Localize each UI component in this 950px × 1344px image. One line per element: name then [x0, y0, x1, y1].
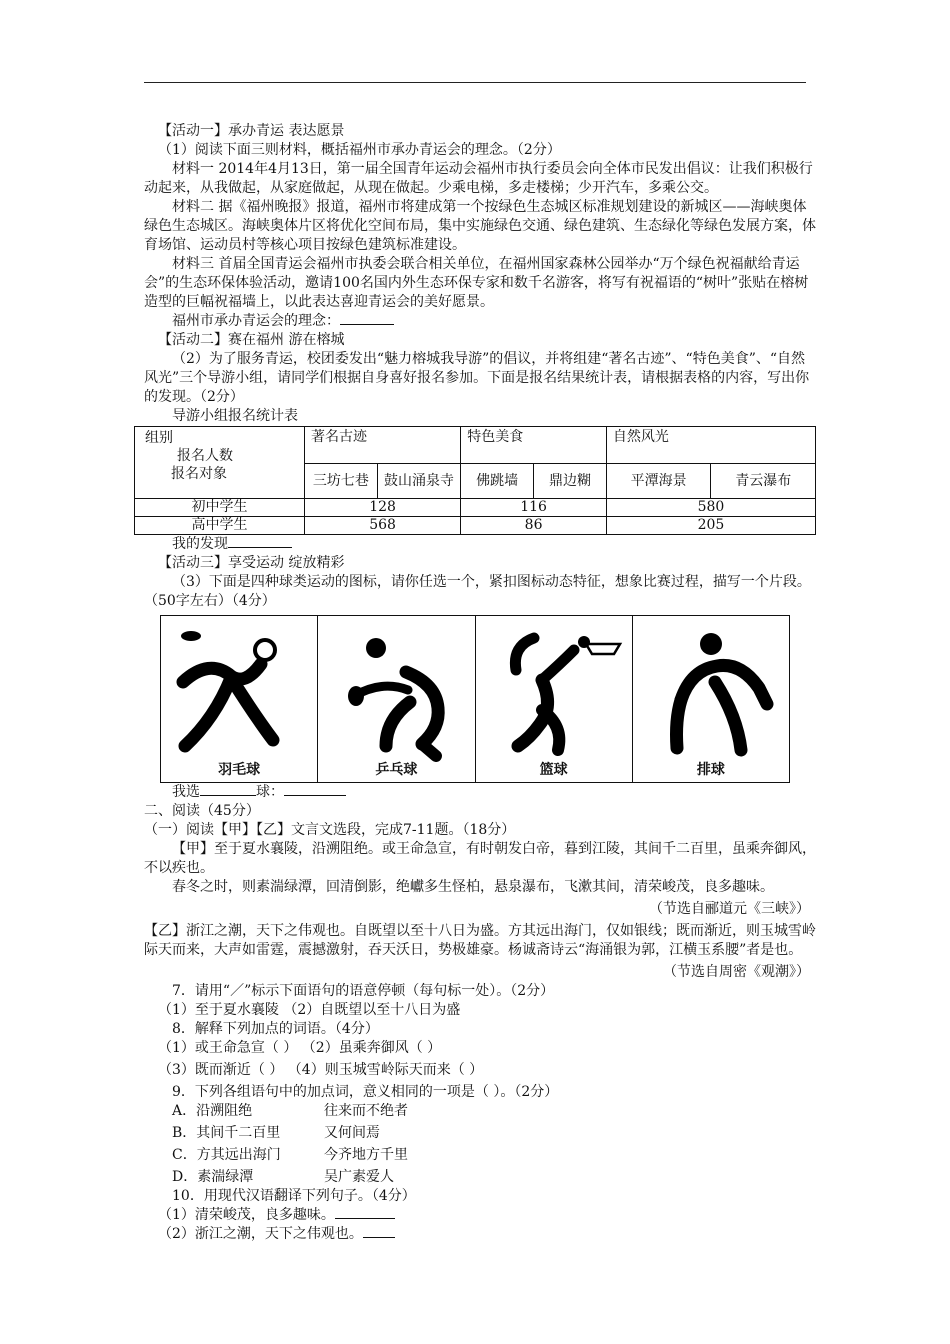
volleyball-cell [633, 616, 789, 782]
question-1: （1）阅读下面三则材料，概括福州市承办青运会的理念。（2分） [158, 142, 561, 158]
option-a-right: 往来而不绝者 [324, 1103, 408, 1119]
material-2: 材料二 据《福州晚报》报道，福州市将建成第一个按绿色生态城区标准规划建设的新城区——海峡奥体绿色生态城区。海峡奥体片区将优化空间布局，集中实施绿色交通、绿色建筑、生态绿化等绿色发展方案，体育场馆、运动员村等核心项目按绿色建筑标准建设。 [144, 199, 816, 253]
option-d-right: 吴广素爱人 [324, 1169, 394, 1185]
icon-label: 乒乓球 [375, 762, 418, 778]
pingpong-cell [318, 616, 475, 782]
part1-intro: （一）阅读【甲】【乙】文言文选段，完成7-11题。（18分） [144, 822, 516, 838]
answer-blank-10-2[interactable] [363, 1225, 395, 1238]
cell-value: 116 [461, 499, 607, 517]
corner-group-label: 组别 [145, 429, 173, 446]
option-b-right: 又何间焉 [324, 1125, 380, 1141]
material-1: 材料一 2014年4月13日，第一届全国青年运动会福州市执行委员会向全体市民发出倡议：让我们积极行动起来，从我做起，从家庭做起，从现在做起。少乘电梯，多走楼梯；少开汽车，多乘公交。 [144, 161, 813, 196]
question-2: （2）为了服务青运，校团委发出“魅力榕城我导游”的倡议，并将组建“著名古迹”、“特色美食”、“自然风光”三个导游小组，请同学们根据自身喜好报名参加。下面是报名结果统计表，请根据表格的内容，写出你的发现。（2分） [144, 351, 810, 405]
passage-jia-2: 春冬之时，则素湍绿潭，回清倒影，绝巘多生怪柏，悬泉瀑布，飞漱其间，清荣峻茂，良多趣味。 [172, 879, 774, 895]
passage-jia-source: （节选自郦道元《三峡》） [649, 901, 810, 917]
sub-header: 三坊七巷 [304, 464, 377, 499]
table-corner-cell [135, 427, 305, 499]
cell-value: 86 [461, 517, 607, 535]
option-c-right: 今齐地方千里 [324, 1147, 408, 1163]
passage-jia-1: 【甲】至于夏水襄陵，沿溯阻绝。或王命急宣，有时朝发白帝，暮到江陵，其间千二百里，虽乘奔御风，不以疾也。 [144, 841, 816, 876]
question-7: 7．请用“／”标示下面语句的语意停顿（每句标一处）。（2分） [172, 983, 555, 999]
passage-yi: 【乙】浙江之潮，天下之伟观也。自既望以至十八日为盛。方其远出海门，仅如银线；既而渐近，则玉城雪岭际天而来，大声如雷霆，震撼激射，吞天沃日，势极雄豪。杨诚斋诗云“海涌银为郭，江横玉系腰”者是也。 [144, 923, 816, 958]
choose-blank[interactable] [200, 783, 256, 796]
group-header-food: 特色美食 [461, 427, 607, 464]
option-d [144, 1168, 816, 1187]
basketball-cell [476, 616, 633, 782]
signup-stats-table [134, 426, 816, 535]
question-8: 8．解释下列加点的词语。（4分） [172, 1021, 379, 1037]
icon-label: 篮球 [539, 762, 568, 778]
activity1-title: 【活动一】承办青运 表达愿景 [158, 123, 345, 139]
question-10: 10．用现代汉语翻译下列句子。（4分） [172, 1188, 416, 1204]
icon-label: 羽毛球 [218, 762, 261, 778]
basketball-icon [484, 620, 624, 762]
header-rule [144, 82, 806, 83]
badminton-cell [161, 616, 318, 782]
question-8-line-2: （3）既而渐近（ ） （4）则玉城雪岭际天而来（ ） [158, 1062, 484, 1078]
sub-header: 鼎边糊 [534, 464, 607, 499]
choose-prompt: 我选 [172, 784, 200, 800]
corner-count-label: 报名人数 [177, 447, 233, 464]
option-b [144, 1124, 816, 1143]
cell-value: 128 [304, 499, 460, 517]
option-b-left: B．其间千二百里 [172, 1125, 281, 1141]
sub-header: 鼓山涌泉寺 [377, 464, 460, 499]
material-3: 材料三 首届全国青运会福州市执委会联合相关单位，在福州国家森林公园举办“万个绿色祝福献给青运会”的生态环保体验活动，邀请100名国内外生态环保专家和数千名游客，将写有祝福语的“树叶”张贴在榕树造型的巨幅祝福墙上，以此表达喜迎青运会的美好愿景。 [144, 256, 809, 310]
question-7-items: （1）至于夏水襄陵 （2）自既望以至十八日为盛 [158, 1002, 461, 1018]
group-header-sites: 著名古迹 [304, 427, 460, 464]
section2-title: 二、阅读（45分） [144, 803, 260, 819]
group-header-scenery: 自然风光 [606, 427, 815, 464]
badminton-icon [169, 620, 309, 762]
sub-header: 青云瀑布 [711, 464, 816, 499]
question-8-line-1: （1）或王命急宣（ ） （2）虽乘奔御风（ ） [158, 1040, 442, 1056]
table-row [135, 499, 816, 517]
question-3: （3）下面是四种球类运动的图标，请你任选一个，紧扣图标动态特征，想象比赛过程，描写一个片段。（50字左右）（4分） [144, 574, 811, 609]
cell-value: 205 [606, 517, 815, 535]
pingpong-icon [326, 620, 466, 762]
table-row [135, 517, 816, 535]
option-c-left: C．方其远出海门 [172, 1147, 281, 1163]
corner-target-label: 报名对象 [171, 465, 227, 482]
choose-suffix: 球： [256, 784, 284, 800]
question-10-1: （1）清荣峻茂，良多趣味。 [158, 1207, 335, 1223]
answer-blank-10-1[interactable] [335, 1206, 395, 1219]
row-label: 初中学生 [135, 499, 305, 517]
answer-prompt-1: 福州市承办青运会的理念： [172, 313, 340, 329]
cell-value: 568 [304, 517, 460, 535]
option-c [144, 1146, 816, 1165]
question-10-2: （2）浙江之潮，天下之伟观也。 [158, 1226, 363, 1242]
option-a-left: A．沿溯阻绝 [172, 1103, 253, 1119]
activity3-title: 【活动三】享受运动 绽放精彩 [158, 555, 345, 571]
row-label: 高中学生 [135, 517, 305, 535]
answer-blank-1[interactable] [340, 312, 394, 325]
question-9: 9．下列各组语句中的加点词，意义相同的一项是（ ）。（2分） [172, 1084, 559, 1100]
volleyball-icon [641, 620, 781, 762]
option-d-left: D．素湍绿潭 [172, 1169, 254, 1185]
sub-header: 平潭海景 [606, 464, 711, 499]
option-a [144, 1102, 816, 1121]
document-body [144, 122, 816, 1244]
table-title: 导游小组报名统计表 [172, 408, 298, 424]
icon-label: 排球 [696, 762, 725, 778]
choose-answer-blank[interactable] [284, 783, 346, 796]
activity2-title: 【活动二】赛在福州 游在榕城 [158, 332, 345, 348]
cell-value: 580 [606, 499, 815, 517]
sub-header: 佛跳墙 [461, 464, 534, 499]
finding-blank[interactable] [228, 535, 292, 548]
finding-prompt: 我的发现 [172, 536, 228, 552]
passage-yi-source: （节选自周密《观潮》） [663, 964, 810, 980]
sport-icons-panel [160, 615, 790, 783]
